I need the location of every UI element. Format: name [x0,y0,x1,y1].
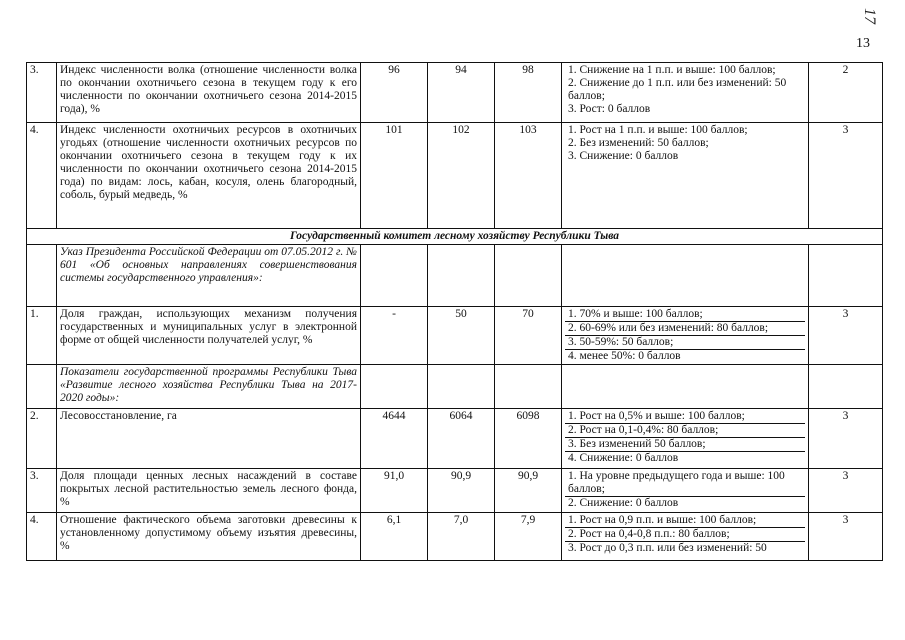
program-note: Показатели государственной программы Республики Тыва «Развитие лесного хозяйства Республики Тыва на 2017-2020 годы»: [57,365,361,409]
score: 3 [809,513,883,561]
criteria-line: 1. Рост на 1 п.п. и выше: 100 баллов; [568,124,748,136]
criteria-line: 3. Рост: 0 баллов [568,103,651,115]
criteria-line: 2. Рост на 0,4-0,8 п.п.: 80 баллов; [565,527,805,541]
value-3: 7,9 [495,513,562,561]
table-row [27,307,883,365]
value-1: 96 [361,63,428,123]
criteria-line: 1. Рост на 0,5% и выше: 100 баллов; [568,410,745,422]
criteria-line: 1. Рост на 0,9 п.п. и выше: 100 баллов; [568,514,757,526]
value-2: 6064 [428,409,495,469]
criteria-line: 1. Снижение на 1 п.п. и выше: 100 баллов; [568,64,776,76]
criteria-line: 2. Рост на 0,1-0,4%: 80 баллов; [565,423,805,437]
section-header: Государственный комитет лесному хозяйству Республики Тыва [27,229,883,245]
indicator-name: Отношение фактического объема заготовки древесины к установленному допустимому объему изъятия древесины, % [57,513,361,561]
criteria-line: 2. Снижение: 0 баллов [565,496,805,510]
decree-note: Указ Президента Российской Федерации от 07.05.2012 г. № 601 «Об основных направлениях совершенствования системы государственного управления»: [57,245,361,307]
value-2: 7,0 [428,513,495,561]
criteria-line: 1. 70% и выше: 100 баллов; [568,308,703,320]
row-number: 1. [27,307,57,365]
indicator-name: Доля площади ценных лесных насаждений в составе покрытых лесной растительностью земель лесного фонда, % [57,469,361,513]
value-3: 103 [495,123,562,229]
value-1: 4644 [361,409,428,469]
criteria-cell [562,307,809,365]
value-3: 70 [495,307,562,365]
value-1: 91,0 [361,469,428,513]
criteria-cell [562,123,809,229]
row-number: 3. [27,469,57,513]
criteria-line: 2. 60-69% или без изменений: 80 баллов; [565,321,805,335]
criteria-line: 4. менее 50%: 0 баллов [565,349,805,363]
criteria-line: 3. Рост до 0,3 п.п. или без изменений: 50 [565,541,805,555]
value-3: 6098 [495,409,562,469]
value-1: 101 [361,123,428,229]
value-2: 94 [428,63,495,123]
indicator-name: Индекс численности охотничьих ресурсов в охотничьих угодьях (отношение численности охотничьих ресурсов по окончании охотничьего сезона в текущем году к их численности по окончании охотничьего сезона 2014-2015 года) по видам: лось, кабан, косуля, олень благородный, соболь, бурый медведь, % [57,123,361,229]
note-row [27,245,883,307]
criteria-line: 3. Без изменений 50 баллов; [565,437,805,451]
value-2: 50 [428,307,495,365]
criteria-line: 4. Снижение: 0 баллов [565,451,805,465]
criteria-cell [562,513,809,561]
score: 3 [809,123,883,229]
indicator-name: Доля граждан, использующих механизм получения государственных и муниципальных услуг в электронной форме от общей численности получателей услуг, % [57,307,361,365]
criteria-line: 1. На уровне предыдущего года и выше: 100 баллов; [568,470,785,495]
note-row [27,365,883,409]
score: 3 [809,409,883,469]
value-2: 102 [428,123,495,229]
table-row [27,123,883,229]
score: 3 [809,307,883,365]
criteria-line: 3. Снижение: 0 баллов [568,150,679,162]
row-number: 2. [27,409,57,469]
criteria-line: 2. Снижение до 1 п.п. или без изменений: 50 баллов; [568,77,787,102]
value-2: 90,9 [428,469,495,513]
table-row [27,469,883,513]
indicator-name: Лесовосстановление, га [57,409,361,469]
table-row [27,63,883,123]
value-3: 98 [495,63,562,123]
criteria-cell [562,469,809,513]
row-number: 4. [27,123,57,229]
row-number: 4. [27,513,57,561]
page-number: 13 [856,36,870,51]
criteria-cell [562,409,809,469]
section-row [27,229,883,245]
criteria-line: 2. Без изменений: 50 баллов; [568,137,709,149]
criteria-line: 3. 50-59%: 50 баллов; [565,335,805,349]
indicator-name: Индекс численности волка (отношение численности волка по окончании охотничьего сезона в текущем году к его численности по окончании охотничьего сезона 2014-2015 года), % [57,63,361,123]
score: 3 [809,469,883,513]
value-1: 6,1 [361,513,428,561]
row-number: 3. [27,63,57,123]
table-row [27,513,883,561]
value-1: - [361,307,428,365]
indicators-table [26,62,883,561]
criteria-cell [562,63,809,123]
value-3: 90,9 [495,469,562,513]
table-row [27,409,883,469]
score: 2 [809,63,883,123]
handwritten-page-number: 17 [861,8,878,24]
